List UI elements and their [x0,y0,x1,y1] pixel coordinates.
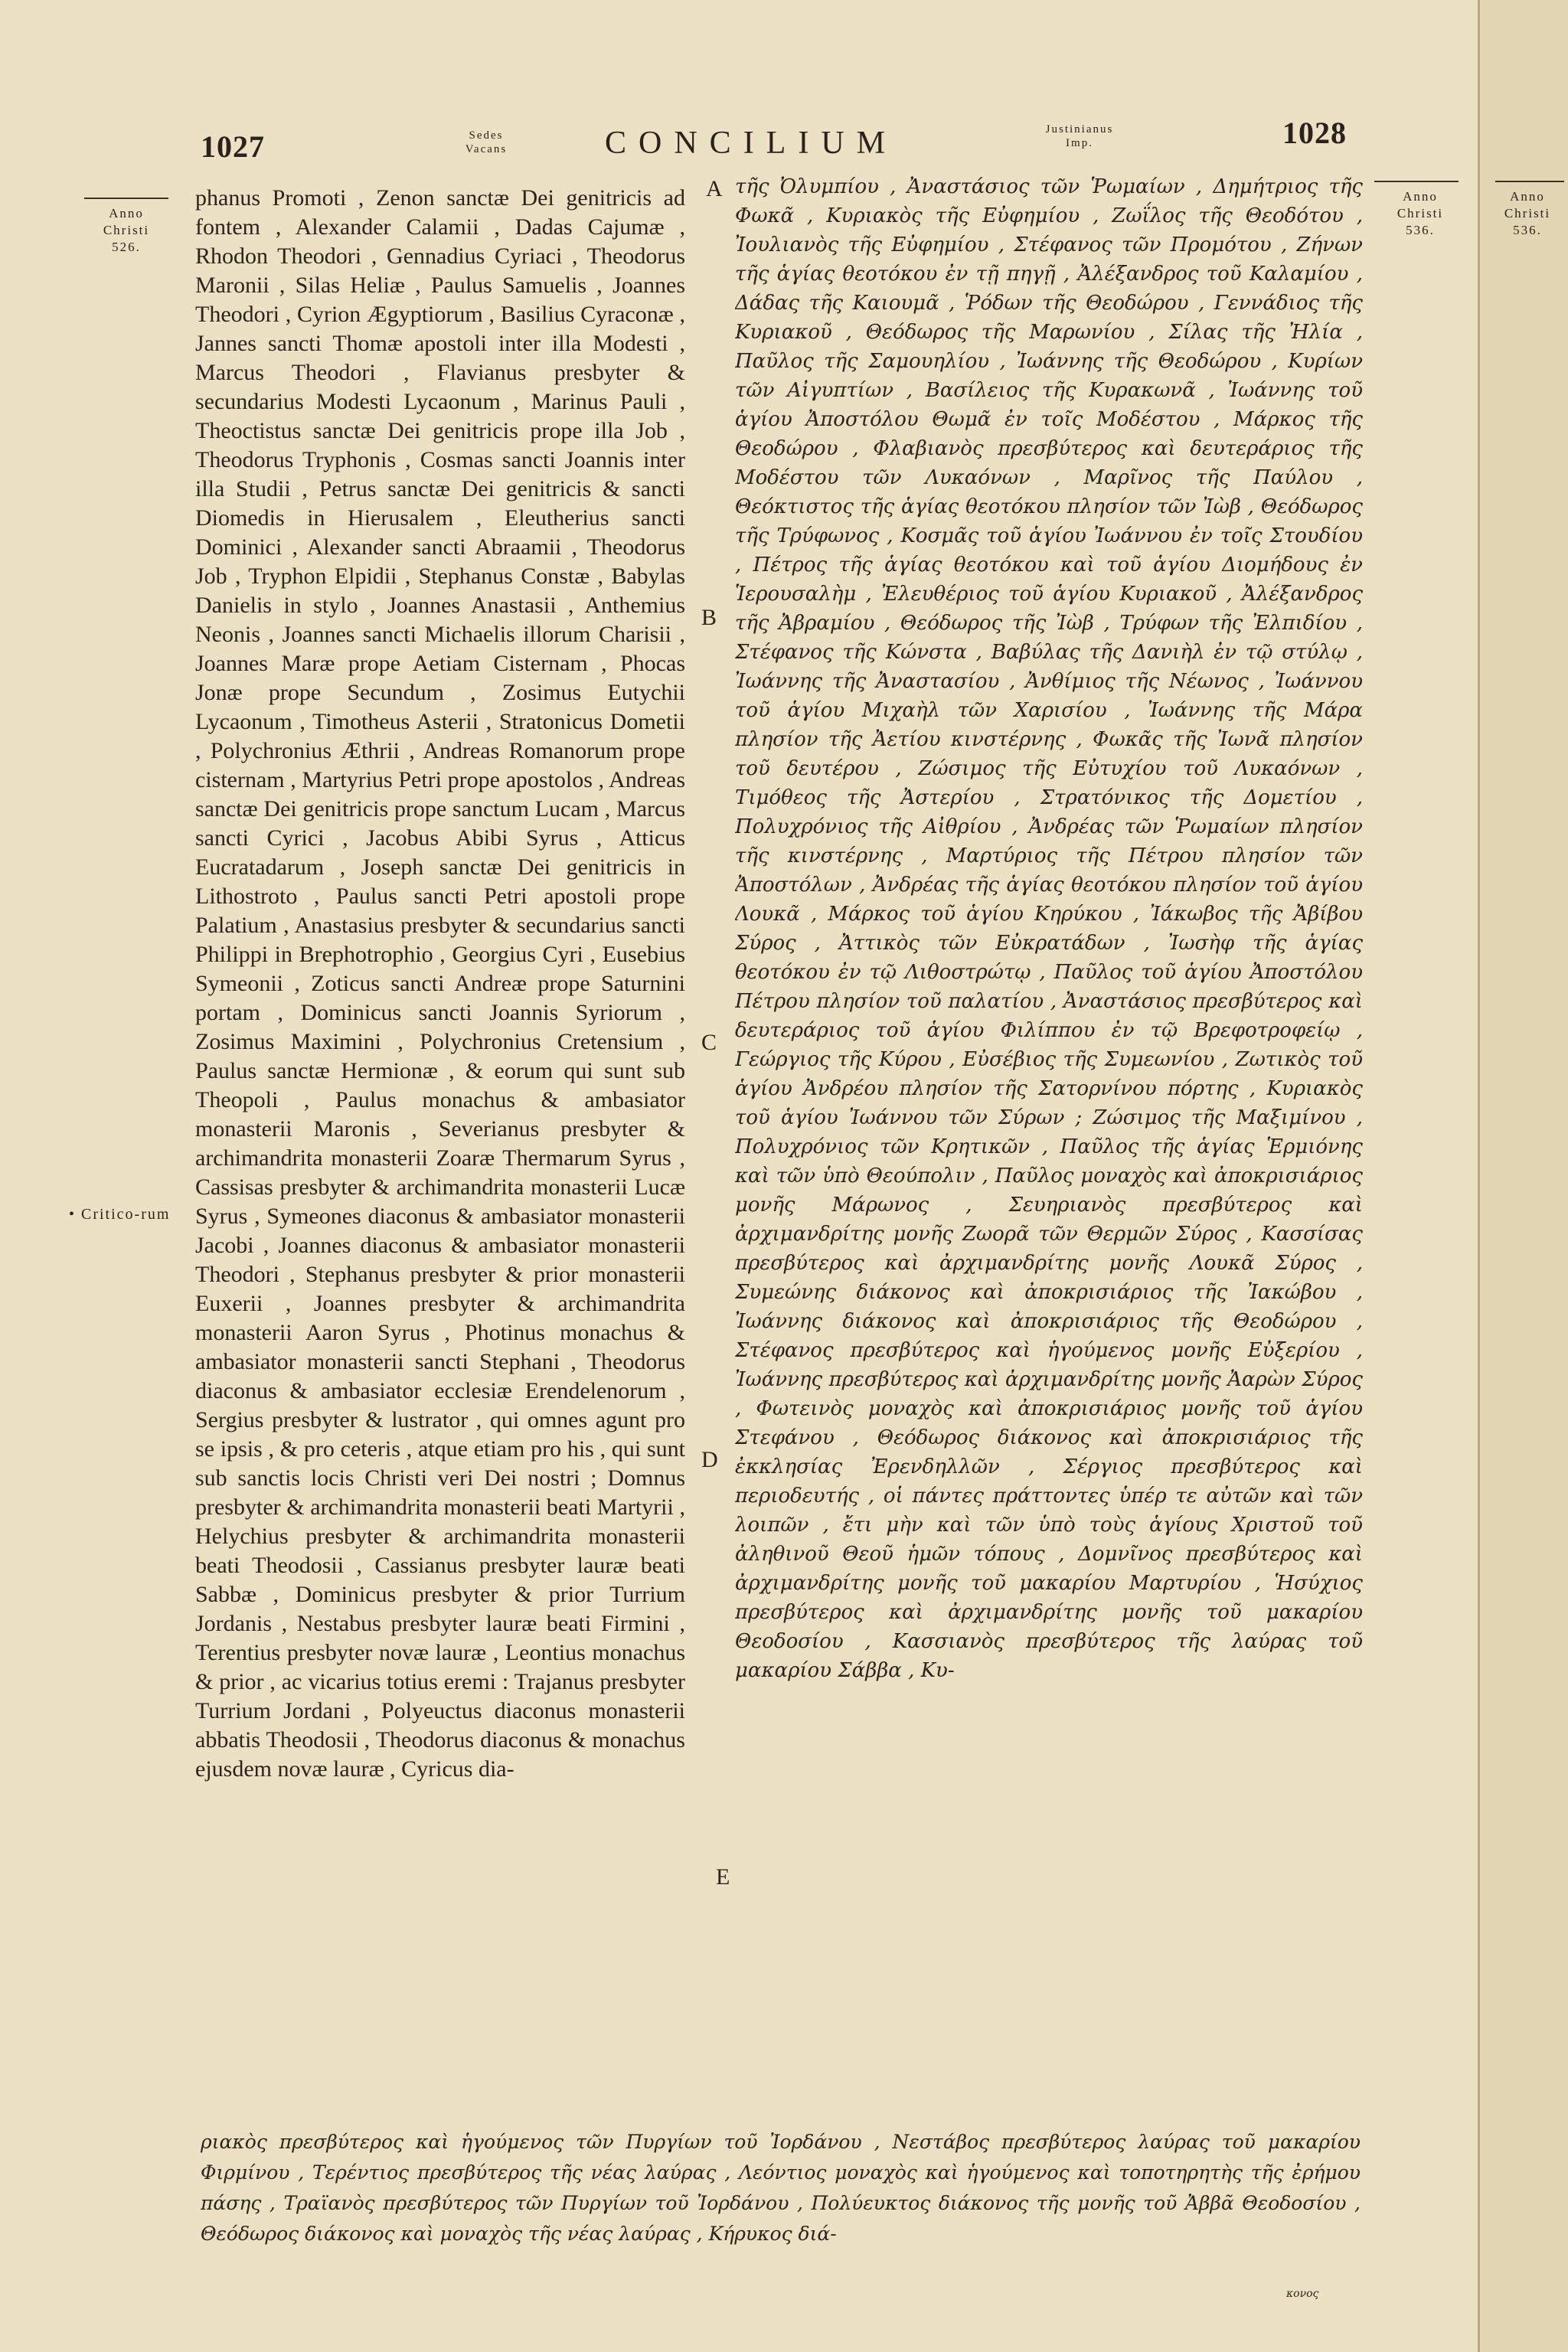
section-marker-c: C [701,1030,717,1055]
right-anno-word: Anno [1403,189,1438,204]
running-title: CONCILIUM [605,126,897,161]
left-anno-year: 526. [112,240,141,254]
justinianus-word: Justinianus [1045,123,1114,136]
edge-anno-year: 536. [1513,223,1542,237]
latin-text-column: phanus Promoti , Zenon sanctæ Dei genitricis ad fontem , Alexander Calamii , Dadas Cajumæ , Rhodon Theodori , Gennadius Cyriaci , Theodorus Maronii , Silas Heliæ , Paulus Samuelis , Joannes Theodori , Cyrion Ægyptiorum , Basilius Cyraconæ , Jannes sancti Thomæ apostoli inter illa Modesti , Marcus Theodori , Flavianus presbyter & secundarius Modesti Lycaonum , Marinus Pauli , Theoctistus sanctæ Dei genitricis prope illa Job , Theodorus Tryphonis , Cosmas sancti Joannis inter illa Studii , Petrus sanctæ Dei genitricis & sancti Diomedis in Hierusalem , Eleutherius sancti Dominici , Alexander sancti Abraamii , Theodorus Job , Tryphon Elpidii , Stephanus Constæ , Babylas Danielis in stylo , Joannes Anastasii , Anthemius Neonis , Joannes sancti Michaelis illorum Charisii , Joannes Maræ prope Aetiam Cisternam , Phocas Jonæ prope Secundum , Zosimus Eutychii Lycaonum , Timotheus Asterii , Stratonicus Dometii , Polychronius Æthrii , Andreas Romanorum prope cisternam , Martyrius Petri prope apostolos , Andreas sanctæ Dei genitricis prope sanctum Lucam , Marcus sancti Cyrici , Jacobus Abibi Syrus , Atticus Eucratadarum , Joseph sanctæ Dei genitricis in Lithostroto , Paulus sancti Petri apostoli prope Palatium , Anastasius presbyter & secundarius sancti Philippi in Brephotrophio , Georgius Cyri , Eusebius Symeonii , Zoticus sancti Andreæ prope Saturnini portam , Dominicus sancti Joannis Syriorum , Zosimus Maximini , Polychronius Cretensium , Paulus sanctæ Hermionæ , & eorum qui sunt sub Theopoli , Paulus monachus & ambasiator monasterii Maronis , Severianus presbyter & archimandrita monasterii Zoaræ Thermarum Syrus , Cassisas presbyter & archimandrita monasterii Lucæ Syrus , Symeones diaconus & ambasiator monasterii Jacobi , Joannes diaconus & ambasiator monasterii Theodori , Stephanus presbyter & prior monasterii Euxerii , Joannes presbyter & archimandrita monasterii Aaron Syrus , Photinus monachus & ambasiator monasterii sancti Stephani , Theodorus diaconus & ambasiator ecclesiæ Erendelenorum , Sergius presbyter & lustrator , qui omnes agunt pro se ipsis , & pro ceteris , atque etiam pro his , qui sunt sub sanctis locis Christi veri Dei nostri ; Domnus presbyter & archimandrita monasterii beati Martyrii , Helychius presbyter & archimandrita monasterii beati Theodosii , Cassianus presbyter lauræ beati Sabbæ , Dominicus presbyter & prior Turrium Jordanis , Nestabus presbyter lauræ beati Firmini , Terentius presbyter novæ lauræ , Leontius monachus & prior , ac vicarius totius eremi : Trajanus presbyter Turrium Jordani , Polyeuctus diaconus monasterii abbatis Theodosii , Theodorus diaconus & monachus ejusdem novæ lauræ , Cyricus dia- [195,185,685,1782]
catchword: κονος [1286,2288,1319,2300]
right-christi-word: Christi [1396,206,1444,220]
left-christi-word: Christi [103,223,150,237]
section-marker-d: D [701,1447,718,1472]
right-page-number: 1028 [1282,116,1347,150]
edge-christi-word: Christi [1504,206,1551,220]
greek-continuation-text: ριακὸς πρεσβύτερος καὶ ἡγούμενος τῶν Πυργίων τοῦ Ἰορδάνου , Νεστάβος πρεσβύτερος λαύρας τοῦ μακαρίου Φιρμίνου , Τερέντιος πρεσβύτερος τῆς νέας λαύρας , Λεόντιος μοναχὸς καὶ ἡγούμενος καὶ τοποτηρητὴς τῆς ἐρήμου πάσης , Τραϊανὸς πρεσβύτερος τῶν Πυργίων τοῦ Ἰορδάνου , Πολύευκτος διάκονος τῆς μονῆς τοῦ Ἀββᾶ Θεοδοσίου , Θεόδωρος διάκονος καὶ μοναχὸς τῆς νέας λαύρας , Κήρυκος διά- [201,2131,1361,2245]
edge-anno-word: Anno [1510,189,1545,204]
greek-text-column: τῆς Ὀλυμπίου , Ἀναστάσιος τῶν Ῥωμαίων , Δημήτριος τῆς Φωκᾶ , Κυριακὸς τῆς Εὐφημίου , Ζωΐλος τῆς Θεοδότου , Ἰουλιανὸς τῆς Εὐφημίου , Στέφανος τῶν Προμότου , Ζήνων τῆς ἁγίας θεοτόκου ἐν τῇ πηγῇ , Ἀλέξανδρος τοῦ Καλαμίου , Δάδας τῆς Καιουμᾶ , Ῥόδων τῆς Θεοδώρου , Γεννάδιος τῆς Κυριακοῦ , Θεόδωρος τῆς Μαρωνίου , Σίλας τῆς Ἠλία , Παῦλος τῆς Σαμουηλίου , Ἰωάννης τῆς Θεοδώρου , Κυρίων τῶν Αἰγυπτίων , Βασίλειος τῆς Κυρακωνᾶ , Ἰωάννης τοῦ ἁγίου Ἀποστόλου Θωμᾶ ἐν τοῖς Μοδέστου , Μάρκος τῆς Θεοδώρου , Φλαβιανὸς πρεσβύτερος καὶ δευτεράριος τῆς Μοδέστου τῶν Λυκαόνων , Μαρῖνος τῆς Παύλου , Θεόκτιστος τῆς ἁγίας θεοτόκου πλησίον τῶν Ἰὼβ , Θεόδωρος τῆς Τρύφωνος , Κοσμᾶς τοῦ ἁγίου Ἰωάννου ἐν τοῖς Στουδίου , Πέτρος τῆς ἁγίας θεοτόκου καὶ τοῦ ἁγίου Διομήδους ἐν Ἱερουσαλὴμ , Ἐλευθέριος τοῦ ἁγίου Κυριακοῦ , Ἀλέξανδρος τῆς Ἀβραμίου , Θεόδωρος τῆς Ἰὼβ , Τρύφων τῆς Ἐλπιδίου , Στέφανος τῆς Κώνστα , Βαβύλας τῆς Δανιὴλ ἐν τῷ στύλῳ , Ἰωάννης τῆς Ἀναστασίου , Ἀνθίμιος τῆς Νέωνος , Ἰωάννου τοῦ ἁγίου Μιχαὴλ τῶν Χαρισίου , Ἰωάννης τῆς Μάρα πλησίον τῆς Ἀετίου κινστέρνης , Φωκᾶς τῆς Ἰωνᾶ πλησίον τοῦ δευτέρου , Ζώσιμος τῆς Εὐτυχίου τοῦ Λυκαόνων , Τιμόθεος τῆς Ἀστερίου , Στρατόνικος τῆς Δομετίου , Πολυχρόνιος τῆς Αἰθρίου , Ἀνδρέας τῶν Ῥωμαίων πλησίον τῆς κινστέρνης , Μαρτύριος τῆς Πέτρου πλησίον τῶν Ἀποστόλων , Ἀνδρέας τῆς ἁγίας θεοτόκου πλησίον τοῦ ἁγίου Λουκᾶ , Μάρκος τοῦ ἁγίου Κηρύκου , Ἰάκωβος τῆς Ἀβίβου Σύρος , Ἀττικὸς τῶν Εὐκρατάδων , Ἰωσὴφ τῆς ἁγίας θεοτόκου ἐν τῷ Λιθοστρώτῳ , Παῦλος τοῦ ἁγίου Ἀποστόλου Πέτρου πλησίον τοῦ παλατίου , Ἀναστάσιος πρεσβύτερος καὶ δευτεράριος τοῦ ἁγίου Φιλίππου ἐν τῷ Βρεφοτροφείῳ , Γεώργιος τῆς Κύρου , Εὐσέβιος τῆς Συμεωνίου , Ζωτικὸς τοῦ ἁγίου Ἀνδρέου πλησίον τῆς Σατορνίνου πόρτης , Κυριακὸς τοῦ ἁγίου Ἰωάννου τῶν Σύρων ; Ζώσιμος τῆς Μαξιμίνου , Πολυχρόνιος τῶν Κρητικῶν , Παῦλος τῆς ἁγίας Ἑρμιόνης καὶ τῶν ὑπὸ Θεούπολιν , Παῦλος μοναχὸς καὶ ἀποκρισιάριος μονῆς Μάρωνος , Σευηριανὸς πρεσβύτερος καὶ ἀρχιμανδρίτης μονῆς Ζωορᾶ τῶν Θερμῶν Σύρος , Κασσίσας πρεσβύτερος καὶ ἀρχιμανδρίτης μονῆς Λουκᾶ Σύρος , Συμεώνης διάκονος καὶ ἀποκρισιάριος τῆς Ἰακώβου , Ἰωάννης διάκονος καὶ ἀποκρισιάριος τῆς Θεοδώρου , Στέφανος πρεσβύτερος καὶ ἡγούμενος μονῆς Εὐξερίου , Ἰωάννης πρεσβύτερος καὶ ἀρχιμανδρίτης μονῆς Ἀαρὼν Σύρος , Φωτεινὸς μοναχὸς καὶ ἀποκρισιάριος μονῆς τοῦ ἁγίου Στεφάνου , Θεόδωρος διάκονος καὶ ἀποκρισιάριος τῆς ἐκκλησίας Ἐρενδηλλῶν , Σέργιος πρεσβύτερος καὶ περιοδευτής , οἱ πάντες πράττοντες ὑπέρ τε αὐτῶν καὶ τῶν λοιπῶν , ἔτι μὴν καὶ τῶν ὑπὸ τοὺς ἁγίους Χριστοῦ τοῦ ἀληθινοῦ Θεοῦ ἡμῶν τόπους , Δομνῖνος πρεσβύτερος καὶ ἀρχιμανδρίτης μονῆς τοῦ μακαρίου Μαρτυρίου , Ἡσύχιος πρεσβύτερος καὶ ἀρχιμανδρίτης μονῆς τοῦ μακαρίου Θεοδοσίου , Κασσιανὸς πρεσβύτερος τῆς λαύρας τοῦ μακαρίου Σάββα , Κυ- [735,175,1363,1682]
right-anno-year: 536. [1406,223,1435,237]
edge-anno-christi-note [1489,188,1566,239]
emperor-heading [995,122,1164,150]
edge-margin-rule [1495,181,1564,182]
section-marker-b: B [701,605,717,630]
left-page-number: 1027 [201,129,265,164]
critico-marginal-note: • Critico-rum [69,1206,171,1223]
sedes-vacans-heading [440,129,532,156]
adjacent-page-edge [1478,0,1568,2352]
left-anno-word: Anno [109,206,144,220]
right-margin-rule [1374,181,1459,182]
vacans-word: Vacans [465,143,508,155]
right-anno-christi-note [1374,188,1466,239]
left-anno-christi-note [80,205,172,256]
section-marker-e: E [716,1864,730,1890]
left-margin-rule [84,198,168,199]
section-marker-a: A [706,176,723,201]
sedes-word: Sedes [469,129,504,142]
imp-word: Imp. [1066,137,1093,149]
